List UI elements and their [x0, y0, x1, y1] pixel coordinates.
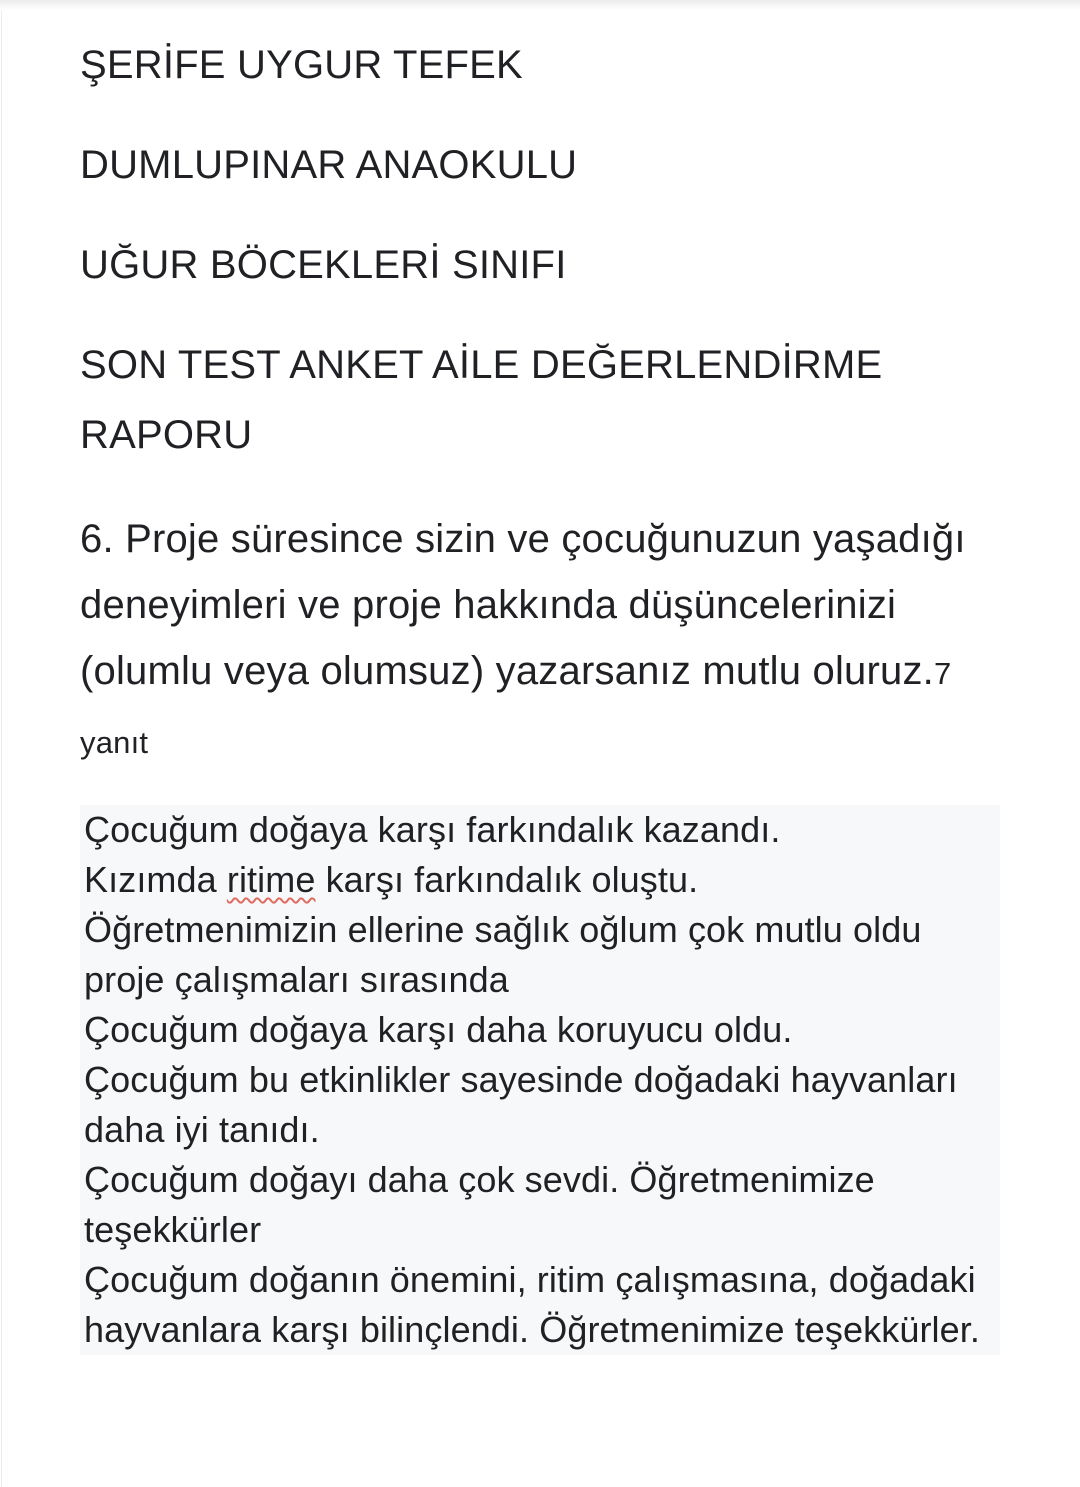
heading-teacher-name: ŞERİFE UYGUR TEFEK [80, 43, 523, 87]
page-left-edge-line [1, 10, 2, 1487]
answer-text: Çocuğum doğayı daha çok sevdi. Öğretmenimize teşekkürler [84, 1159, 875, 1250]
answer-text: Çocuğum doğaya karşı daha koruyucu oldu. [84, 1009, 793, 1050]
heading-school-name: DUMLUPINAR ANAOKULU [80, 143, 578, 187]
question-text: 6. Proje süresince sizin ve çocuğunuzun yaşadığı deneyimleri ve proje hakkında düşüncelerinizi (olumlu veya olumsuz) yazarsanız mutlu oluruz. [80, 517, 966, 693]
top-shadow-bar [0, 0, 1080, 10]
question-block [80, 506, 1000, 776]
answers-box [80, 805, 1000, 1355]
heading-class-name: UĞUR BÖCEKLERİ SINIFI [80, 243, 567, 287]
misspelled-word: ritime [226, 859, 316, 900]
answer-text: Öğretmenimizin ellerine sağlık oğlum çok mutlu oldu proje çalışmaları sırasında [84, 909, 922, 1000]
answer-text: Çocuğum doğaya karşı farkındalık kazandı. [84, 809, 781, 850]
report-document [80, 30, 1000, 1355]
response-count-label: yanıt [80, 725, 149, 760]
answer-text: Çocuğum doğanın önemini, ritim çalışmasına, doğadaki hayvanlara karşı bilinçlendi. Öğretmenimize teşekkürler. [84, 1259, 980, 1350]
answer-text: Kızımda ritime karşı farkındalık oluştu. [84, 859, 699, 900]
response-count: 7 [933, 656, 952, 691]
heading-report-title: SON TEST ANKET AİLE DEĞERLENDİRME RAPORU [80, 343, 883, 457]
answer-text: Çocuğum bu etkinlikler sayesinde doğadaki hayvanları daha iyi tanıdı. [84, 1059, 958, 1150]
